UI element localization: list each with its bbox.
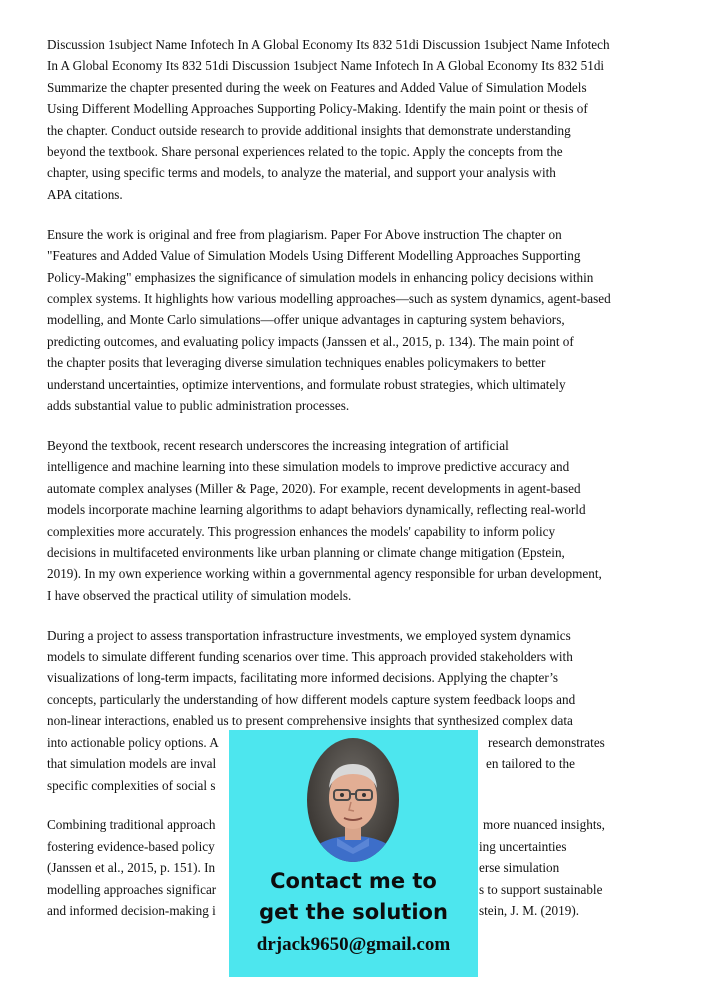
text-fragment-tail: erse simulation <box>479 860 560 876</box>
text-line: understand uncertainties, optimize interventions, and formulate robust strategies, which ultimately <box>47 376 566 392</box>
contact-promo-banner[interactable] <box>229 730 478 977</box>
promo-heading-line2: get the solution <box>259 900 448 924</box>
paragraph-3 <box>47 435 667 606</box>
text-line: 2019). In my own experience working within a governmental agency responsible for urban development, <box>47 566 602 582</box>
text-fragment-tail: ing uncertainties <box>479 838 567 854</box>
text-line: complexities more accurately. This progression enhances the models' capability to inform policy <box>47 523 556 539</box>
portrait-image <box>307 738 399 862</box>
text-line: decisions in multifaceted environments like urban planning or climate change mitigation (Epstein, <box>47 544 565 560</box>
text-line: visualizations of long-term impacts, facilitating more informed decisions. Applying the chapter’s <box>47 670 559 686</box>
text-line: non-linear interactions, enabled us to present comprehensive insights that synthesized complex data <box>47 713 573 729</box>
text-line: intelligence and machine learning into these simulation models to improve predictive accuracy and <box>47 459 570 475</box>
text-fragment-tail: en tailored to the <box>486 756 575 772</box>
text-fragment: Combining traditional approach <box>47 817 216 833</box>
text-line: chapter, using specific terms and models, to analyze the material, and support your analysis with <box>47 165 556 181</box>
text-line: complex systems. It highlights how various modelling approaches—such as system dynamics, agent-based <box>47 290 611 306</box>
text-fragment: (Janssen et al., 2015, p. 151). In <box>47 860 216 876</box>
text-line: adds substantial value to public administration processes. <box>47 398 350 413</box>
text-line: models to simulate different funding scenarios over time. This approach provided stakeholders with <box>47 649 573 665</box>
text-line: modelling, and Monte Carlo simulations—offer unique advantages in capturing system behaviors, <box>47 312 565 328</box>
avatar <box>307 738 399 862</box>
paragraph-1 <box>47 34 667 205</box>
text-fragment-tail: more nuanced insights, <box>483 817 605 833</box>
text-fragment: into actionable policy options. A <box>47 734 219 750</box>
text-fragment-tail: research demonstrates <box>488 734 605 750</box>
text-line: the chapter posits that leveraging diverse simulation techniques enables policymakers to better <box>47 355 546 371</box>
text-line: "Features and Added Value of Simulation Models Using Different Modelling Approaches Supporting <box>47 248 581 264</box>
text-fragment-tail: s to support sustainable <box>479 881 603 897</box>
text-line: Discussion 1subject Name Infotech In A Global Economy Its 832 51di Discussion 1subject Name Infotech <box>47 37 610 52</box>
text-fragment: that simulation models are inval <box>47 756 217 772</box>
text-fragment: fostering evidence-based policy <box>47 838 215 854</box>
text-line: Summarize the chapter presented during the week on Features and Added Value of Simulation Models <box>47 79 587 95</box>
text-line: Beyond the textbook, recent research underscores the increasing integration of artificial <box>47 437 509 453</box>
text-line: automate complex analyses (Miller & Page, 2020). For example, recent developments in agent-based <box>47 480 581 496</box>
text-line: Ensure the work is original and free from plagiarism. Paper For Above instruction The chapter on <box>47 226 562 242</box>
text-line: the chapter. Conduct outside research to provide additional insights that demonstrate understanding <box>47 122 571 138</box>
promo-heading-line1: Contact me to <box>270 869 437 893</box>
text-line: I have observed the practical utility of simulation models. <box>47 587 352 603</box>
text-line: models incorporate machine learning algorithms to adapt behaviors dynamically, reflecting real-world <box>47 502 586 518</box>
text-line: During a project to assess transportation infrastructure investments, we employed system dynamics <box>47 627 571 643</box>
text-fragment: modelling approaches significar <box>47 881 217 897</box>
text-line: specific complexities of social s <box>47 777 216 793</box>
paragraph-2 <box>47 224 667 417</box>
contact-email-link[interactable]: drjack9650@gmail.com <box>256 934 451 955</box>
text-line: predicting outcomes, and evaluating policy impacts (Janssen et al., 2015, p. 134). The main point of <box>47 333 574 349</box>
text-line: Using Different Modelling Approaches Supporting Policy-Making. Identify the main point or thesis of <box>47 101 588 117</box>
text-line: APA citations. <box>47 186 123 202</box>
text-fragment: and informed decision-making i <box>47 903 216 919</box>
text-line: concepts, particularly the understanding of how different models capture system feedback loops and <box>47 691 576 707</box>
text-line: In A Global Economy Its 832 51di Discussion 1subject Name Infotech In A Global Economy Its 832 51di <box>47 58 605 74</box>
text-line: Policy-Making" emphasizes the significance of simulation models in enhancing policy decisions within <box>47 269 594 285</box>
text-fragment-tail: stein, J. M. (2019). <box>479 903 580 919</box>
text-line: beyond the textbook. Share personal experiences related to the topic. Apply the concepts from the <box>47 144 563 160</box>
